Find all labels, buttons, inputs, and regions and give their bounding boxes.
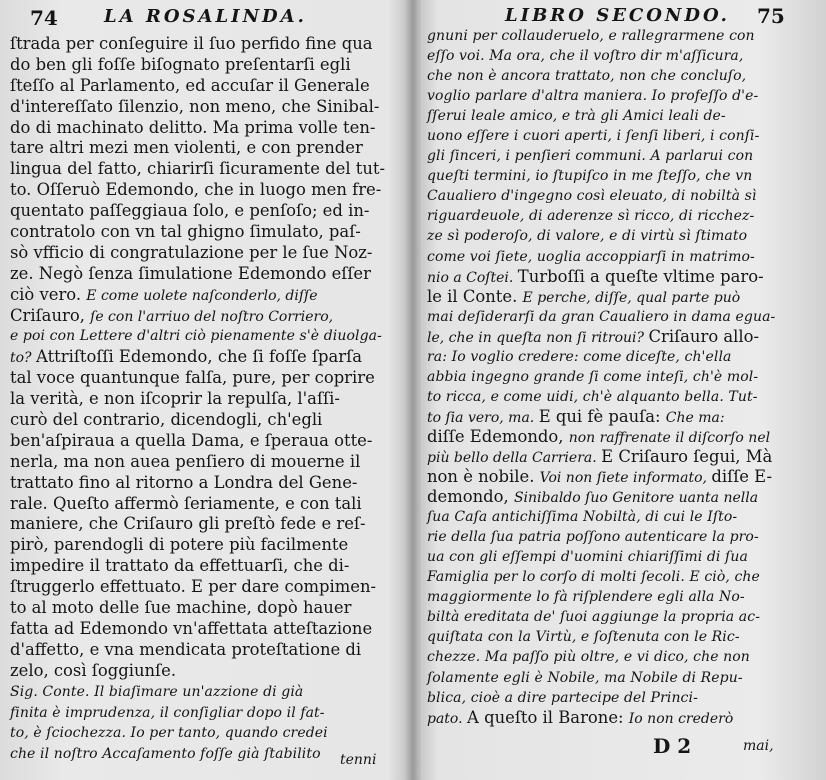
right-catchword: mai,: [743, 738, 774, 754]
left-text-line: rale. Queſto affermò ſeriamente, e con tali: [10, 493, 362, 513]
left-text-line: to, è ſciochezza. Io per tanto, quando credei: [10, 725, 328, 742]
right-text-line: che non è ancora trattato, non che concluſo,: [427, 68, 747, 85]
right-text-line: quiſtata con la Virtù, e ſoſtenuta con le Ric-: [427, 629, 740, 646]
left-text-block: [10, 34, 388, 765]
left-text-line: ſtrada per conſeguire il ſuo perfido fine qua: [10, 34, 373, 53]
right-text-line: chezze. Ma paſſo più oltre, e vi dico, che non: [427, 649, 750, 666]
right-text-line: rie della ſua patria poſſono autenticare la pro-: [427, 529, 759, 546]
left-catchword: tenni: [340, 752, 377, 768]
right-text-line: nio a Coſtei. Turboſſi a queſte vltime paro-: [427, 266, 764, 286]
left-text-line: quentato paſſeggiaua ſolo, e penſoſo; ed in-: [10, 201, 370, 221]
right-page: [413, 0, 826, 780]
right-text-line: Caualiero d'ingegno così eleuato, di nobiltà sì: [427, 188, 757, 205]
left-text-line: maniere, che Criſauro gli preſtò fede e reſ-: [10, 514, 366, 534]
left-text-line: e poi con Lettere d'altri ciò pienamente s'è diuolga-: [10, 328, 382, 345]
right-text-line: maggiormente lo fà riſplendere egli alla No-: [427, 589, 745, 606]
right-text-line: le, che in queſta non ſi ritroui? Criſauro allo-: [427, 326, 760, 346]
right-text-line: blica, cioè a dire partecipe del Princi-: [427, 689, 698, 706]
left-text-line: ſtruggerlo effettuato. E per dare compimen-: [10, 577, 377, 597]
left-text-line: finita è imprudenza, il conſigliar dopo il fat-: [10, 704, 325, 721]
left-running-title: LA ROSALINDA.: [104, 6, 307, 27]
left-text-line: d'intereſſato ſilenzio, non meno, che Sinibal-: [10, 96, 380, 116]
right-text-line: ſſerui leale amico, e trà gli Amici leali de-: [427, 108, 726, 125]
left-text-line: d'affetto, e vna mendicata proteſtatione di: [10, 639, 362, 659]
right-text-line: demondo, Sinibaldo ſuo Genitore uanta nella: [427, 487, 759, 507]
left-text-line: zelo, così ſoggiunſe.: [10, 660, 177, 680]
left-text-line: do di machinato delitto. Ma prima volle ten-: [10, 117, 376, 137]
left-text-line: contratolo con vn tal ghigno ſimulato, paſ-: [10, 222, 361, 242]
right-text-line: ſolamente egli è Nobile, ma Nobile di Repu-: [427, 669, 743, 686]
right-text-line: biltà ereditata de' ſuoi aggiunge la propria ac-: [427, 609, 761, 626]
left-text-line: tal voce quantunque falſa, pure, per coprire: [10, 368, 375, 388]
right-text-line: queſti termini, io ſtupiſco in me ſteſſo, che vn: [427, 168, 753, 185]
left-text-line: la verità, e non iſcoprir la repulſa, l'aſſi-: [10, 389, 340, 409]
left-text-line: ze. Negò ſenza ſimulatione Edemondo eſſer: [10, 263, 371, 283]
right-text-line: diſſe Edemondo, non raffrenate il diſcorſo nel: [427, 426, 771, 446]
right-text-line: Famiglia per lo corſo di molti ſecoli. E ciò, che: [427, 569, 760, 586]
left-text-line: ben'aſpiraua a quella Dama, e ſperaua otte-: [10, 430, 373, 450]
right-text-line: come voi ſiete, uoglia accoppiarſi in matrimo-: [427, 248, 755, 265]
left-text-line: nerla, ma non auea penſiero di mouerne il: [10, 451, 361, 471]
right-text-line: uono eſſere i cuori aperti, i ſenſi liberi, i conſi-: [427, 128, 760, 145]
left-text-line: do ben gli foſſe biſognato preſentarſi egli: [10, 54, 351, 74]
left-text-line: pirò, parendogli di potere più facilmente: [10, 535, 349, 555]
right-text-line: riguardeuole, di aderenze sì ricco, di ricchez-: [427, 208, 755, 225]
signature-mark: D 2: [653, 734, 692, 758]
left-text-line: curò del contrario, dicendogli, ch'egli: [10, 410, 323, 430]
right-text-line: voglio parlare d'altra maniera. Io profeſſo d'e-: [427, 88, 759, 105]
left-text-line: sò vfficio di congratulazione per le ſue Noz-: [10, 242, 373, 262]
left-text-line: fatta ad Edemondo vn'affettata atteſtazione: [10, 618, 373, 638]
left-text-line: Criſauro, ſe con l'arriuo del noſtro Corriero,: [10, 305, 334, 325]
left-text-line: ciò vero. E come uolete naſconderlo, diſſe: [10, 284, 318, 304]
right-text-line: to ricca, e come uidi, ch'è alquanto bella. Tut-: [427, 388, 758, 405]
right-text-line: gli ſinceri, i penſieri communi. A parlarui con: [427, 148, 754, 165]
left-text-line: impedire il trattato da effettuarſi, che di-: [10, 556, 350, 576]
left-text-line: ſteſſo al Parlamento, ed accuſar il Generale: [10, 75, 370, 95]
left-text-line: tare altri mezi men violenti, e con prender: [10, 138, 363, 158]
right-text-block: [427, 26, 811, 728]
right-text-line: to ſia vero, ma. E qui fè pauſa: Che ma:: [427, 406, 725, 426]
right-text-line: pato. A queſto il Barone: Io non crederò: [427, 707, 734, 727]
right-text-line: ſua Caſa antichiſſima Nobiltà, di cui le Iſto-: [427, 509, 738, 526]
right-text-line: mai deſiderarſi da gran Caualiero in dama egua-: [427, 308, 776, 325]
right-text-line: abbia ingegno grande ſi come inteſi, ch'è mol-: [427, 368, 759, 385]
right-text-line: le il Conte. E perche, diſſe, qual parte può: [427, 286, 741, 306]
right-text-line: ze sì poderoſo, di valore, e di virtù sì ſtimato: [427, 228, 748, 245]
left-text-line: to al moto delle ſue machine, dopò hauer: [10, 598, 352, 618]
right-text-line: ra: Io voglio credere: come diceſte, ch'ella: [427, 348, 732, 365]
left-text-line: che il noſtro Accaſamento foſſe già ſtabilito: [10, 746, 321, 763]
right-text-line: gnuni per collauderuelo, e rallegrarmene con: [427, 28, 755, 44]
right-page-number: 75: [757, 4, 785, 28]
left-text-line: to? Attriſtoſſi Edemondo, che ſi foſſe ſparſa: [10, 347, 362, 367]
right-text-line: eſſo voi. Ma ora, che il voſtro dir m'aſſicura,: [427, 48, 744, 65]
right-text-line: ua con gli eſſempi d'uomini chiariſſimi di ſua: [427, 549, 748, 566]
left-page-number: 74: [30, 6, 58, 30]
right-text-line: non è nobile. Voi non ſiete informato, diſſe E-: [427, 467, 772, 487]
left-text-line: lingua del fatto, chiarirſi ſicuramente del tut-: [10, 159, 386, 179]
left-text-line: to. Oſſeruò Edemondo, che in luogo men fre-: [10, 180, 382, 200]
right-text-line: più bello della Carriera. E Criſauro ſegui, Mà: [427, 446, 773, 466]
right-running-title: LIBRO SECONDO.: [505, 5, 730, 26]
left-text-line: trattato fino al ritorno a Londra del Gene-: [10, 472, 358, 492]
left-text-line: Sig. Conte. Il biaſimare un'azzione di già: [10, 683, 304, 700]
